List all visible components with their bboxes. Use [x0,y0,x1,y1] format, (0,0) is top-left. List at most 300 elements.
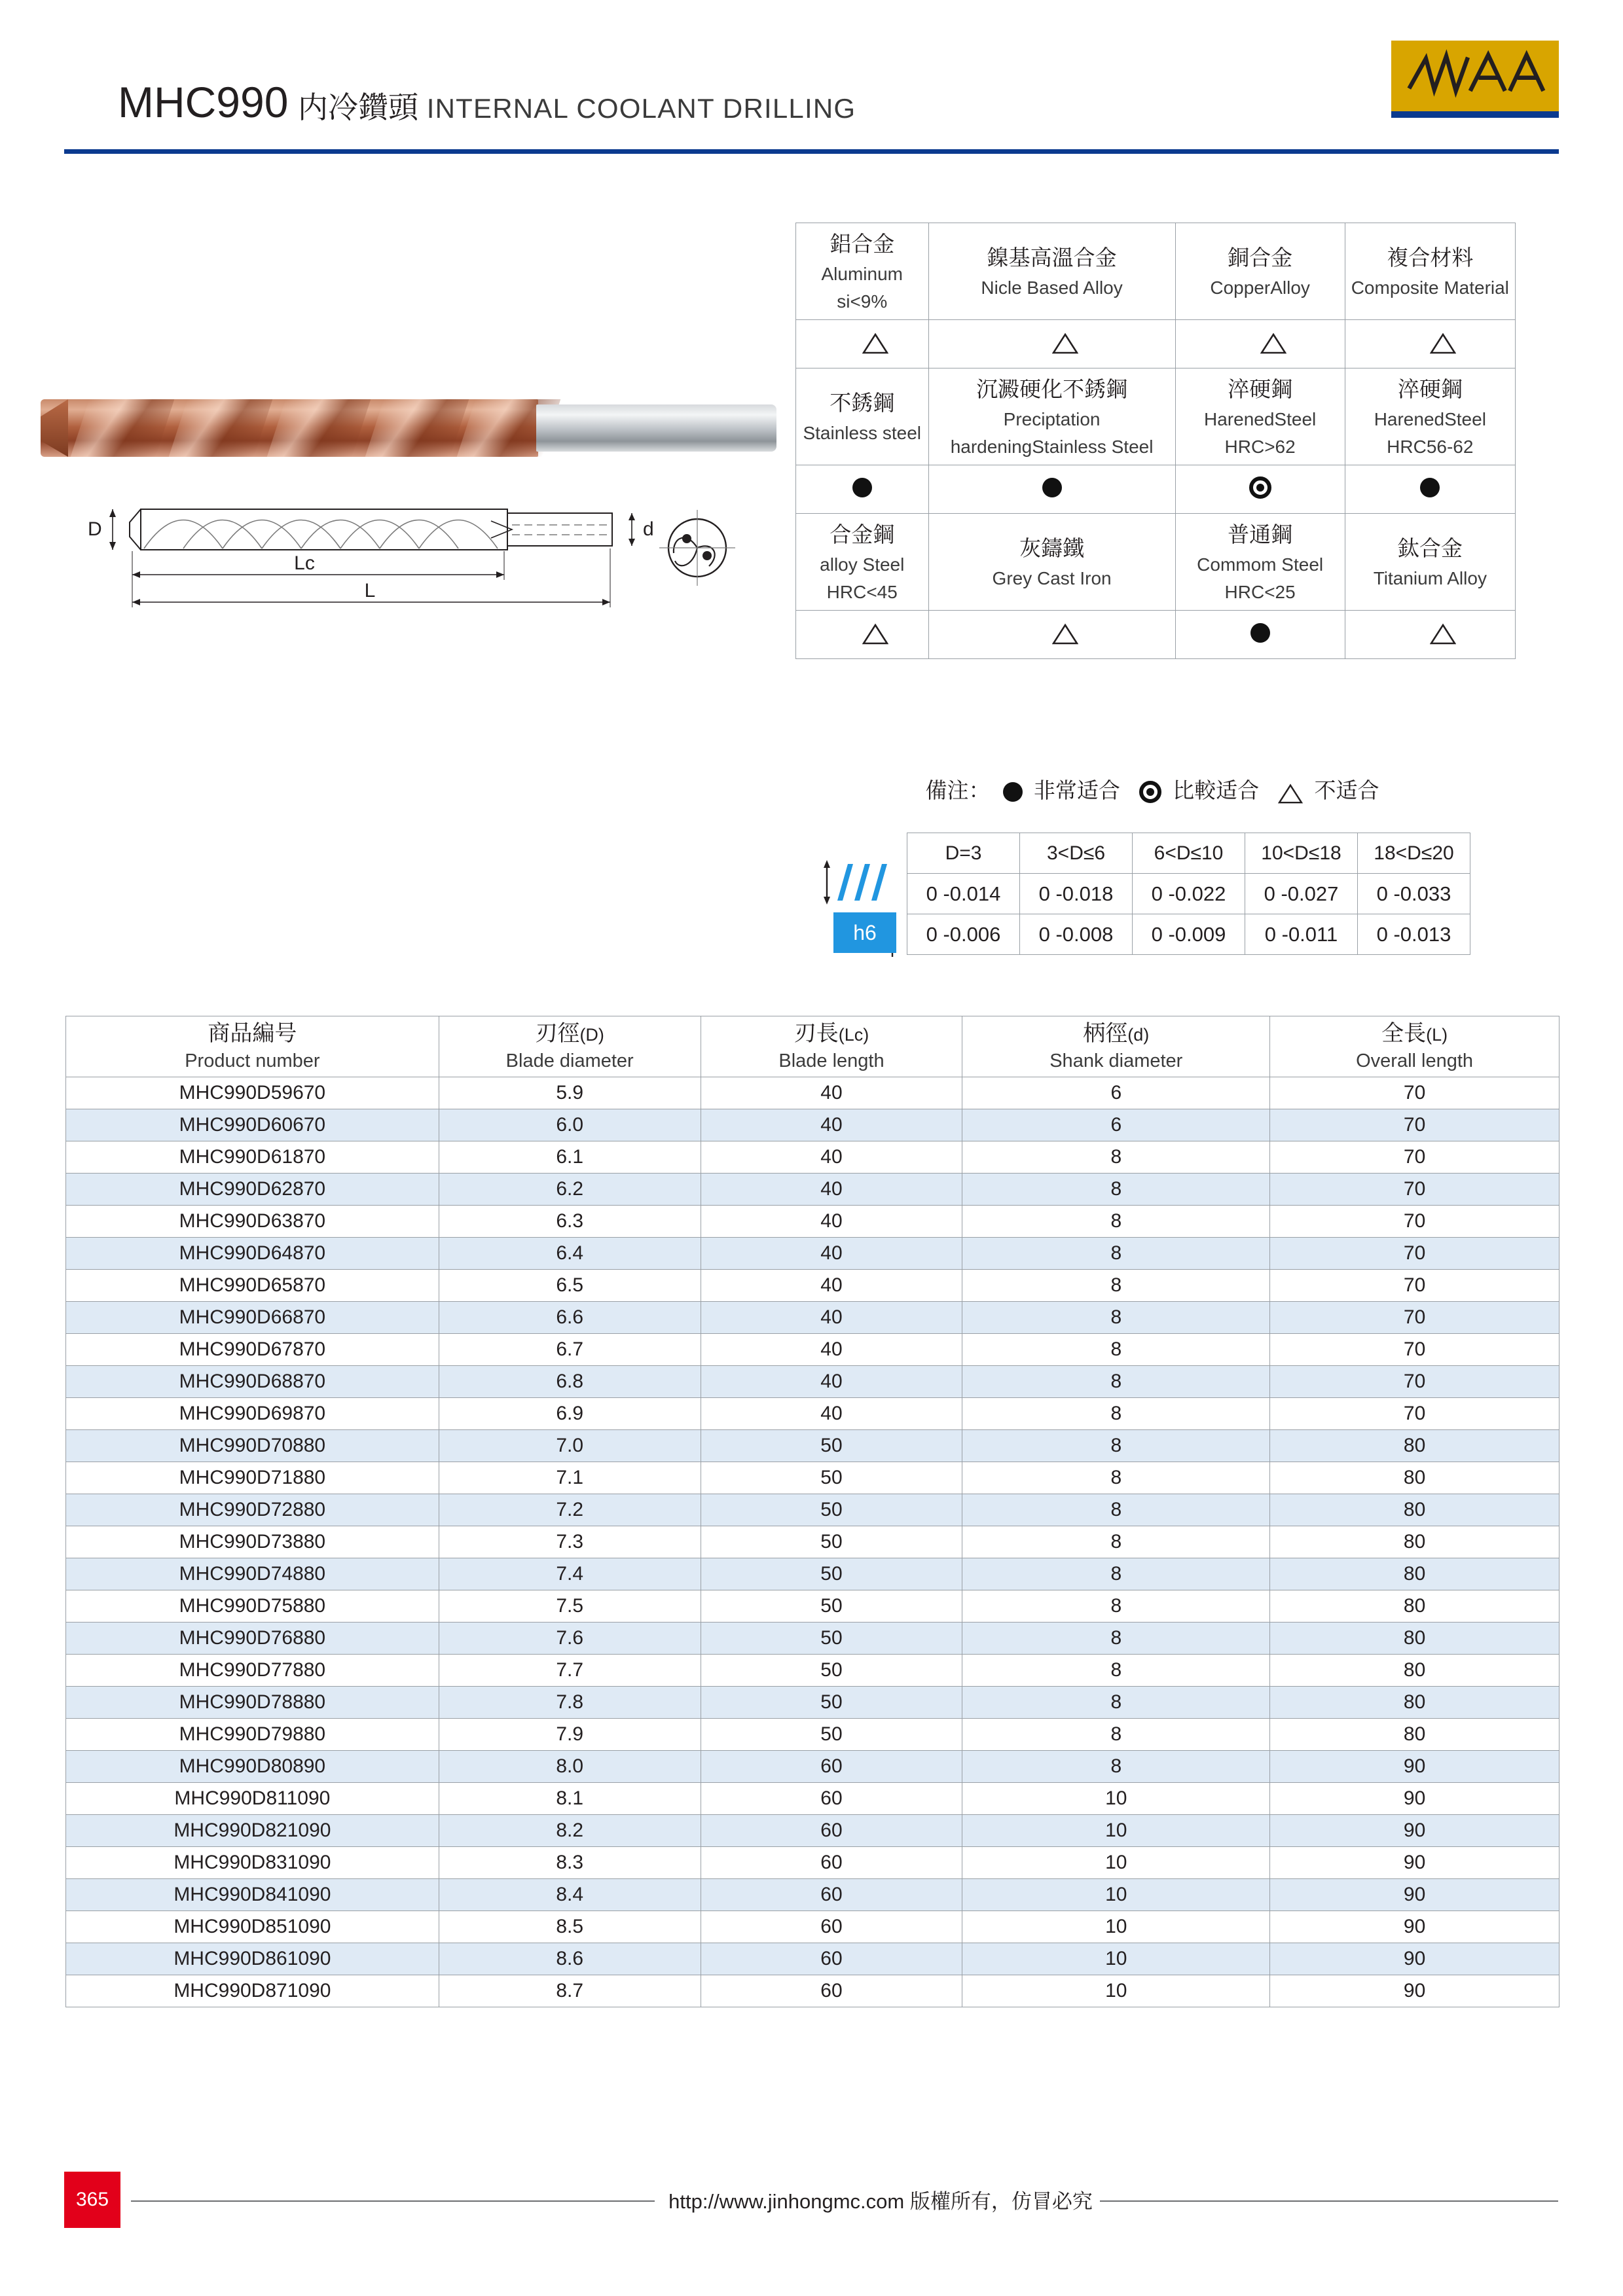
cell-product-number: MHC990D60670 [66,1109,439,1141]
cell-blade-diameter: 6.7 [439,1333,701,1365]
cell-product-number: MHC990D68870 [66,1365,439,1397]
cell-product-number: MHC990D65870 [66,1269,439,1301]
cell-blade-diameter: 7.4 [439,1558,701,1590]
cell-product-number: MHC990D74880 [66,1558,439,1590]
cell-shank-diameter: 10 [962,1782,1270,1814]
cell-blade-diameter: 7.2 [439,1494,701,1526]
cell-blade-diameter: 7.9 [439,1718,701,1750]
filled-circle-icon [1420,478,1440,497]
cell-blade-diameter: 5.9 [439,1077,701,1109]
h6-label: h6 [833,912,896,953]
cell-product-number: MHC990D63870 [66,1205,439,1237]
cell-blade-length: 50 [701,1686,962,1718]
cell-product-number: MHC990D821090 [66,1814,439,1846]
tolerance-table-wrapper [907,833,1470,955]
suitability-symbol-cell [1345,611,1515,659]
tolerance-header-row [907,833,1470,874]
material-name-cn: 淬硬鋼 [1397,377,1463,402]
tolerance-range: 10<D≤18 [1245,833,1358,874]
cell-overall-length: 70 [1270,1205,1559,1237]
cell-product-number: MHC990D871090 [66,1975,439,2007]
cell-blade-length: 60 [701,1975,962,2007]
cell-blade-length: 40 [701,1333,962,1365]
cell-product-number: MHC990D72880 [66,1494,439,1526]
cross-section-diagram [645,501,763,599]
header-en: Blade length [778,1050,884,1071]
cell-blade-diameter: 6.9 [439,1397,701,1429]
cell-overall-length: 80 [1270,1686,1559,1718]
material-name-cn: 鈦合金 [1397,536,1463,561]
material-name-en: Grey Cast Iron [992,568,1112,589]
suitability-symbol-cell [1175,465,1345,514]
cell-shank-diameter: 8 [962,1494,1270,1526]
cell-overall-length: 80 [1270,1558,1559,1590]
cell-product-number: MHC990D861090 [66,1943,439,1975]
material-name-en: Aluminum si<9% [821,264,903,312]
cell-overall-length: 70 [1270,1269,1559,1301]
material-name-en: HarenedSteel HRC>62 [1204,409,1317,457]
cell-overall-length: 70 [1270,1173,1559,1205]
suitability-symbol-cell [928,611,1175,659]
tolerance-value: 0 -0.009 [1133,914,1245,955]
cell-overall-length: 90 [1270,1846,1559,1878]
legend-label: 比較适合 [1173,778,1260,802]
cell-overall-length: 80 [1270,1429,1559,1462]
header-cn: 全長(L) [1381,1021,1448,1046]
material-name-cn: 鋁合金 [830,232,895,256]
table-body [66,1077,1559,2007]
cell-overall-length: 70 [1270,1397,1559,1429]
cell-blade-length: 50 [701,1526,962,1558]
cell-blade-diameter: 6.6 [439,1301,701,1333]
tolerance-value: 0 -0.033 [1358,874,1470,914]
cell-shank-diameter: 8 [962,1590,1270,1622]
cell-blade-diameter: 6.0 [439,1109,701,1141]
cell-blade-diameter: 7.0 [439,1429,701,1462]
material-cell [796,368,929,465]
suitability-symbol-cell [796,465,929,514]
cell-shank-diameter: 8 [962,1429,1270,1462]
tolerance-value: 0 -0.027 [1245,874,1358,914]
page-header [0,0,1623,157]
triangle-icon [1248,332,1273,353]
column-header-blade-length [701,1016,962,1077]
triangle-icon [850,332,875,353]
table-row [66,1141,1559,1173]
cell-blade-length: 50 [701,1718,962,1750]
cell-blade-diameter: 7.8 [439,1686,701,1718]
filled-circle-icon [852,478,872,497]
table-row [66,1846,1559,1878]
tolerance-value: 0 -0.014 [907,874,1020,914]
cell-overall-length: 80 [1270,1526,1559,1558]
table-row [66,1462,1559,1494]
cell-blade-length: 40 [701,1141,962,1173]
table-row [66,1237,1559,1269]
cell-shank-diameter: 8 [962,1237,1270,1269]
cell-overall-length: 90 [1270,1975,1559,2007]
material-name-en: HarenedSteel HRC56-62 [1374,409,1486,457]
material-name-cn: 灰鑄鐵 [1019,536,1085,561]
cell-product-number: MHC990D64870 [66,1237,439,1269]
tolerance-badge [822,857,900,962]
header-en: Shank diameter [1049,1050,1183,1071]
material-cell [1345,223,1515,320]
cell-blade-length: 40 [701,1365,962,1397]
cell-blade-length: 50 [701,1590,962,1622]
cell-shank-diameter: 8 [962,1526,1270,1558]
header-cn: 刃長(Lc) [793,1021,869,1046]
cell-overall-length: 90 [1270,1943,1559,1975]
cell-overall-length: 80 [1270,1718,1559,1750]
material-cell [796,223,929,320]
cell-product-number: MHC990D61870 [66,1141,439,1173]
cell-product-number: MHC990D77880 [66,1654,439,1686]
cell-overall-length: 90 [1270,1782,1559,1814]
footer-text: http://www.jinhongmc.com 版權所有，仿冒必究 [668,2190,1093,2213]
material-cell [1345,514,1515,611]
suitability-symbol-cell [796,320,929,368]
cell-overall-length: 90 [1270,1910,1559,1943]
cell-blade-diameter: 8.0 [439,1750,701,1782]
table-row [66,1494,1559,1526]
cell-blade-diameter: 7.7 [439,1654,701,1686]
tolerance-lower-row [907,914,1470,955]
cell-product-number: MHC990D62870 [66,1173,439,1205]
suitability-symbol-cell [1175,320,1345,368]
cell-blade-diameter: 6.4 [439,1237,701,1269]
table-row [66,1558,1559,1590]
cell-blade-diameter: 8.3 [439,1846,701,1878]
legend [795,774,1516,804]
cell-blade-length: 40 [701,1077,962,1109]
material-name-cn: 銅合金 [1228,245,1293,270]
cell-product-number: MHC990D71880 [66,1462,439,1494]
cell-product-number: MHC990D841090 [66,1878,439,1910]
cell-blade-length: 50 [701,1654,962,1686]
material-name-en: Nicle Based Alloy [981,278,1123,298]
cell-product-number: MHC990D70880 [66,1429,439,1462]
cell-blade-length: 60 [701,1910,962,1943]
column-header-shank-diameter [962,1016,1270,1077]
table-row [66,1590,1559,1622]
legend-prefix: 備注： [925,778,991,802]
cell-shank-diameter: 8 [962,1686,1270,1718]
cell-overall-length: 70 [1270,1301,1559,1333]
cell-shank-diameter: 8 [962,1622,1270,1654]
cell-overall-length: 70 [1270,1077,1559,1109]
table-row [66,1526,1559,1558]
cell-overall-length: 70 [1270,1141,1559,1173]
triangle-icon [1417,623,1442,643]
material-name-cn: 鎳基高溫合金 [987,245,1117,270]
cell-blade-length: 50 [701,1558,962,1590]
page-subtitle [298,84,856,127]
cell-shank-diameter: 6 [962,1109,1270,1141]
cell-blade-diameter: 6.1 [439,1141,701,1173]
footer-divider-left [131,2200,655,2202]
column-header-blade-diameter [439,1016,701,1077]
filled-circle-icon [1250,623,1270,643]
cell-product-number: MHC990D73880 [66,1526,439,1558]
legend-item-not-suitable [1278,778,1379,802]
tolerance-range: 18<D≤20 [1358,833,1470,874]
cell-product-number: MHC990D59670 [66,1077,439,1109]
cell-overall-length: 80 [1270,1462,1559,1494]
cell-shank-diameter: 10 [962,1878,1270,1910]
table-row [66,1397,1559,1429]
cell-shank-diameter: 10 [962,1943,1270,1975]
material-name-cn: 淬硬鋼 [1228,377,1293,402]
cell-shank-diameter: 10 [962,1814,1270,1846]
suitability-symbol-cell [928,320,1175,368]
cell-shank-diameter: 8 [962,1205,1270,1237]
tolerance-value: 0 -0.018 [1020,874,1133,914]
material-name-en: Commom Steel HRC<25 [1197,554,1324,603]
cell-blade-diameter: 7.5 [439,1590,701,1622]
header-divider [64,149,1559,154]
cell-product-number: MHC990D76880 [66,1622,439,1654]
svg-text:D: D [88,518,102,540]
header-cn: 商品編号 [208,1021,297,1046]
cell-shank-diameter: 6 [962,1077,1270,1109]
material-symbol-row-1 [796,320,1516,368]
cell-product-number: MHC990D79880 [66,1718,439,1750]
cell-product-number: MHC990D66870 [66,1301,439,1333]
cell-blade-diameter: 8.5 [439,1910,701,1943]
filled-circle-icon [1042,478,1062,497]
cell-blade-length: 60 [701,1878,962,1910]
cell-overall-length: 70 [1270,1109,1559,1141]
tolerance-value: 0 -0.013 [1358,914,1470,955]
tolerance-value: 0 -0.022 [1133,874,1245,914]
cell-blade-length: 40 [701,1269,962,1301]
material-name-en: Composite Material [1351,278,1509,298]
title-cn: 内冷鑽頭 [298,90,418,124]
tolerance-upper-row [907,874,1470,914]
suitability-symbol-cell [796,611,929,659]
cell-blade-diameter: 8.6 [439,1943,701,1975]
cell-shank-diameter: 8 [962,1718,1270,1750]
material-cell [796,514,929,611]
cell-blade-length: 40 [701,1397,962,1429]
cell-blade-length: 40 [701,1301,962,1333]
legend-label: 非常适合 [1033,778,1120,802]
page-number: 365 [64,2172,120,2228]
cell-shank-diameter: 8 [962,1750,1270,1782]
table-row [66,1109,1559,1141]
tolerance-value: 0 -0.008 [1020,914,1133,955]
cell-overall-length: 80 [1270,1590,1559,1622]
table-row [66,1910,1559,1943]
cell-product-number: MHC990D831090 [66,1846,439,1878]
cell-blade-diameter: 6.5 [439,1269,701,1301]
header-cn: 柄徑(d) [1083,1021,1150,1046]
material-cell [1175,514,1345,611]
cell-overall-length: 90 [1270,1814,1559,1846]
cell-overall-length: 90 [1270,1878,1559,1910]
table-row [66,1333,1559,1365]
triangle-icon [1040,332,1065,353]
cell-blade-length: 50 [701,1494,962,1526]
column-header-overall-length [1270,1016,1559,1077]
tolerance-range: 3<D≤6 [1020,833,1133,874]
material-cell [928,514,1175,611]
cell-product-number: MHC990D811090 [66,1782,439,1814]
table-row [66,1975,1559,2007]
svg-text:d: d [643,518,654,540]
material-name-cn: 沉澱硬化不銹鋼 [976,377,1128,402]
filled-circle-icon [1003,782,1023,802]
table-row [66,1814,1559,1846]
legend-label: 不适合 [1314,778,1379,802]
tolerance-range: 6<D≤10 [1133,833,1245,874]
table-row [66,1782,1559,1814]
material-cell [1345,368,1515,465]
triangle-icon [850,623,875,643]
cell-blade-length: 40 [701,1109,962,1141]
material-name-row-2 [796,368,1516,465]
cell-shank-diameter: 8 [962,1141,1270,1173]
cell-shank-diameter: 8 [962,1654,1270,1686]
material-name-cn: 不銹鋼 [830,391,895,416]
title-en: INTERNAL COOLANT DRILLING [426,93,856,124]
material-name-en: alloy Steel HRC<45 [820,554,905,603]
cell-product-number: MHC990D851090 [66,1910,439,1943]
material-suitability-table [795,223,1516,659]
material-name-row-3 [796,514,1516,611]
cell-blade-length: 60 [701,1846,962,1878]
cell-shank-diameter: 8 [962,1558,1270,1590]
cell-blade-length: 50 [701,1462,962,1494]
material-name-cn: 複合材料 [1387,245,1474,270]
material-name-en: CopperAlloy [1210,278,1310,298]
header-en: Product number [185,1050,320,1071]
cell-shank-diameter: 10 [962,1975,1270,2007]
table-row [66,1269,1559,1301]
table-row [66,1077,1559,1109]
material-name-en: Stainless steel [803,423,922,444]
cell-shank-diameter: 8 [962,1365,1270,1397]
legend-item-suitable [1139,778,1265,802]
ring-circle-icon [1249,476,1271,499]
triangle-icon [1040,623,1065,643]
table-header-row [66,1016,1559,1077]
cell-blade-length: 40 [701,1237,962,1269]
cell-shank-diameter: 8 [962,1462,1270,1494]
cell-shank-diameter: 10 [962,1910,1270,1943]
cell-blade-diameter: 7.6 [439,1622,701,1654]
tolerance-table [907,833,1470,955]
cell-shank-diameter: 10 [962,1846,1270,1878]
cell-shank-diameter: 8 [962,1397,1270,1429]
cell-shank-diameter: 8 [962,1301,1270,1333]
cell-shank-diameter: 8 [962,1333,1270,1365]
table-row [66,1301,1559,1333]
logo-glyph-icon [1391,41,1559,111]
ring-circle-icon [1139,781,1161,803]
suitability-symbol-cell [1345,465,1515,514]
cell-blade-diameter: 7.1 [439,1462,701,1494]
footer-divider-right [1100,2200,1558,2202]
svg-text:Lc: Lc [294,552,315,574]
cell-overall-length: 70 [1270,1237,1559,1269]
tolerance-value: 0 -0.011 [1245,914,1358,955]
table-row [66,1622,1559,1654]
suitability-symbol-cell [928,465,1175,514]
triangle-icon [1278,780,1309,804]
material-cell [928,223,1175,320]
table-row [66,1365,1559,1397]
material-name-cn: 合金鋼 [830,522,895,547]
table-row [66,1173,1559,1205]
suitability-symbol-cell [1345,320,1515,368]
column-header-product-number [66,1016,439,1077]
cell-blade-length: 50 [701,1429,962,1462]
material-name-en: Preciptation hardeningStainless Steel [950,409,1154,457]
cell-shank-diameter: 8 [962,1173,1270,1205]
legend-item-very-suitable [1003,778,1126,802]
table-row [66,1943,1559,1975]
material-cell [928,368,1175,465]
triangle-icon [1417,332,1442,353]
cell-overall-length: 80 [1270,1654,1559,1686]
cell-shank-diameter: 8 [962,1269,1270,1301]
table-row [66,1750,1559,1782]
cell-blade-diameter: 8.7 [439,1975,701,2007]
cell-blade-length: 60 [701,1782,962,1814]
cell-overall-length: 80 [1270,1622,1559,1654]
cell-product-number: MHC990D75880 [66,1590,439,1622]
cell-product-number: MHC990D69870 [66,1397,439,1429]
cell-blade-diameter: 6.2 [439,1173,701,1205]
product-specification-table [65,1016,1559,2007]
material-name-row-1 [796,223,1516,320]
material-symbol-row-3 [796,611,1516,659]
cell-blade-length: 60 [701,1943,962,1975]
svg-text:L: L [364,580,376,601]
cell-blade-diameter: 6.3 [439,1205,701,1237]
header-en: Blade diameter [505,1050,634,1071]
table-row [66,1205,1559,1237]
page-title: MHC990 [118,78,289,126]
cell-product-number: MHC990D80890 [66,1750,439,1782]
cell-blade-length: 60 [701,1814,962,1846]
table-row [66,1878,1559,1910]
material-cell [1175,223,1345,320]
drill-shank [536,404,776,452]
cell-blade-diameter: 7.3 [439,1526,701,1558]
tolerance-range: D=3 [907,833,1020,874]
cell-blade-diameter: 8.2 [439,1814,701,1846]
cell-overall-length: 70 [1270,1333,1559,1365]
header-cn: 刃徑(D) [535,1021,604,1046]
table-row [66,1718,1559,1750]
tolerance-value: 0 -0.006 [907,914,1020,955]
table-row [66,1429,1559,1462]
company-logo [1391,41,1559,118]
material-symbol-row-2 [796,465,1516,514]
cell-overall-length: 70 [1270,1365,1559,1397]
cell-product-number: MHC990D67870 [66,1333,439,1365]
cell-product-number: MHC990D78880 [66,1686,439,1718]
cell-blade-length: 50 [701,1622,962,1654]
cell-blade-diameter: 8.4 [439,1878,701,1910]
cell-blade-length: 60 [701,1750,962,1782]
cell-overall-length: 80 [1270,1494,1559,1526]
product-photo [41,385,761,470]
material-cell [1175,368,1345,465]
